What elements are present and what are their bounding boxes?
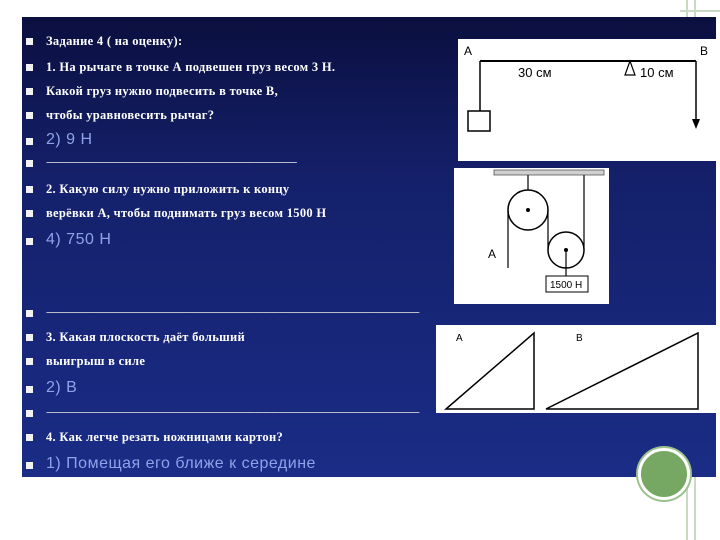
pulley-diagram xyxy=(454,168,609,304)
separator: ---------------------------------------------------------------------------------------------- xyxy=(46,156,297,168)
lever-diagram xyxy=(458,39,716,161)
question-1-line-1: 1. На рычаге в точке А подвешен груз весом 3 Н. xyxy=(46,60,336,74)
slide-row xyxy=(22,305,716,323)
bullet xyxy=(26,310,33,317)
task-heading: Задание 4 ( на оценку): xyxy=(46,34,183,48)
plane-a-label: А xyxy=(456,333,463,344)
slide-row xyxy=(22,427,716,449)
planes-diagram xyxy=(436,325,716,413)
planes-svg xyxy=(436,325,716,413)
bullet xyxy=(26,434,33,441)
question-3-line-1: 3. Какая плоскость даёт больший xyxy=(46,330,245,344)
bullet xyxy=(26,112,33,119)
plane-b-label: В xyxy=(576,333,583,344)
lever-svg xyxy=(458,39,716,161)
slide xyxy=(22,17,716,477)
question-2-line-1: 2. Какую силу нужно приложить к концу xyxy=(46,182,290,196)
bullet xyxy=(26,160,33,167)
bullet xyxy=(26,386,33,393)
separator: -------------------------------------------------------------------------------------------------------------------------------------------- xyxy=(46,406,419,418)
bullet xyxy=(26,334,33,341)
decorative-circle xyxy=(638,448,690,500)
lever-point-b: В xyxy=(700,44,709,58)
question-2-line-2: верёвки А, чтобы поднимать груз весом 1500 Н xyxy=(46,206,327,220)
lever-right-arm: 10 см xyxy=(640,65,674,80)
weight-box xyxy=(468,111,490,131)
answer-3: 2) В xyxy=(46,379,78,396)
bullet xyxy=(26,238,33,245)
plane-b xyxy=(546,333,698,409)
bullet xyxy=(26,88,33,95)
bullet xyxy=(26,410,33,417)
answer-4: 1) Помещая его ближе к середине xyxy=(46,455,316,472)
lever-point-a: А xyxy=(464,44,473,58)
force-arrow-head xyxy=(692,119,700,129)
separator: -------------------------------------------------------------------------------------------------------------------------------------------- xyxy=(46,306,419,318)
slide-row xyxy=(22,203,716,225)
bullet xyxy=(26,210,33,217)
fulcrum xyxy=(625,61,635,75)
pulley-rope-label: А xyxy=(488,247,497,261)
answer-2: 4) 750 Н xyxy=(46,231,112,248)
bullet xyxy=(26,358,33,365)
upper-pulley-axle xyxy=(526,208,530,212)
plane-a xyxy=(446,333,534,409)
question-4: 4. Как легче резать ножницами картон? xyxy=(46,430,283,444)
slide-row xyxy=(22,179,716,201)
slide-row xyxy=(22,229,716,253)
bullet xyxy=(26,186,33,193)
ceiling xyxy=(494,170,604,175)
bullet xyxy=(26,462,33,469)
bullet xyxy=(26,64,33,71)
bullet xyxy=(26,138,33,145)
slide-row xyxy=(22,453,716,477)
question-1-line-3: чтобы уравновесить рычаг? xyxy=(46,108,215,122)
lever-left-arm: 30 см xyxy=(518,65,552,80)
pulley-weight-label: 1500 Н xyxy=(550,280,583,291)
pulley-svg xyxy=(454,168,609,304)
bullet xyxy=(26,38,33,45)
question-1-line-2: Какой груз нужно подвесить в точке В, xyxy=(46,84,278,98)
question-3-line-2: выигрыш в силе xyxy=(46,354,146,368)
answer-1: 2) 9 Н xyxy=(46,131,93,148)
